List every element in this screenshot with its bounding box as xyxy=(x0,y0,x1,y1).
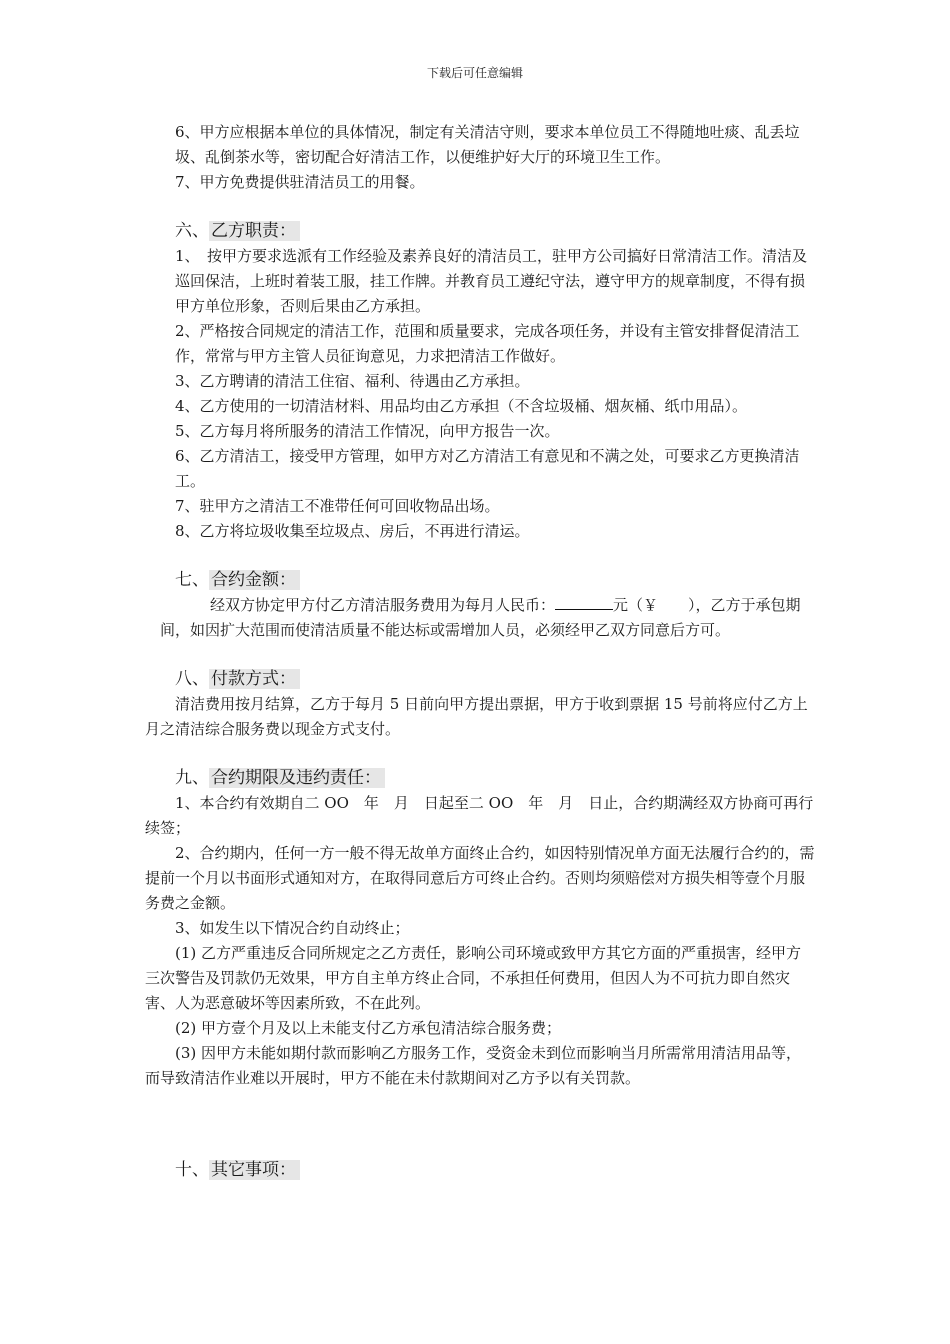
spacer xyxy=(145,1091,815,1147)
section-title: 其它事项： xyxy=(209,1160,300,1180)
section-title: 付款方式： xyxy=(209,669,300,689)
section-heading-9 xyxy=(145,765,815,791)
section-heading-6 xyxy=(145,218,815,244)
section-heading-10 xyxy=(145,1157,815,1183)
clause-6-3: 3、乙方聘请的清洁工住宿、福利、待遇由乙方承担。 xyxy=(175,372,530,390)
clause-5-6 xyxy=(145,120,815,170)
section-number: 六、 xyxy=(175,221,209,241)
section-title: 合约金额： xyxy=(209,570,300,590)
clause-6-7: 7、驻甲方之清洁工不准带任何可回收物品出场。 xyxy=(175,497,500,515)
clause-text: 6、甲方应根据本单位的具体情况，制定有关清洁守则，要求本单位员工不得随地吐痰、乱丢垃圾、乱倒茶水等，密切配合好清洁工作，以便维护好大厅的环境卫生工作。 xyxy=(175,123,800,166)
clause-9-3-1: (1) 乙方严重违反合同所规定之乙方责任，影响公司环境或致甲方其它方面的严重损害，经甲方三次警告及罚款仍无效果，甲方自主单方终止合同，不承担任何费用，但因人为不可抗力即自然灾害、人为恶意破坏等因素所致，不在此列。 xyxy=(145,944,802,1012)
section-title: 乙方职责： xyxy=(209,221,300,241)
section-number: 九、 xyxy=(175,768,209,788)
clause-9-3-3: (3) 因甲方未能如期付款而影响乙方服务工作，受资金未到位而影响当月所需常用清洁用品等，而导致清洁作业难以开展时，甲方不能在未付款期间对乙方予以有关罚款。 xyxy=(145,1044,802,1087)
clause-text: 7、甲方免费提供驻清洁员工的用餐。 xyxy=(175,173,425,191)
section-number: 十、 xyxy=(175,1160,209,1180)
section-6-items xyxy=(145,244,815,544)
document-body xyxy=(145,120,815,1183)
clause-6-2: 2、严格按合同规定的清洁工作，范围和质量要求，完成各项任务，并设有主管安排督促清洁工作，常常与甲方主管人员征询意见，力求把清洁工作做好。 xyxy=(175,322,800,365)
clause-6-8: 8、乙方将垃圾收集至垃圾点、房后，不再进行清运。 xyxy=(175,522,530,540)
clause-6-1: 1、 按甲方要求选派有工作经验及素养良好的清洁员工，驻甲方公司搞好日常清洁工作。清洁及巡回保洁，上班时着装工服，挂工作牌。并教育员工遵纪守法，遵守甲方的规章制度，不得有损甲方单位形象，否则后果由乙方承担。 xyxy=(175,247,808,315)
clause-5-7 xyxy=(145,170,815,195)
page-header-note: 下载后可任意编辑 xyxy=(426,66,523,80)
amount-text-before: 经双方协定甲方付乙方清洁服务费用为每月人民币： xyxy=(210,596,556,614)
contract-amount-paragraph xyxy=(145,593,815,643)
amount-blank-field xyxy=(555,593,613,610)
clause-6-5: 5、乙方每月将所服务的清洁工作情况，向甲方报告一次。 xyxy=(175,422,560,440)
section-heading-7 xyxy=(145,567,815,593)
clause-9-1: 1、本合约有效期自二 OO 年 月 日起至二 OO 年 月 日止，合约期满经双方协商可再行续签； xyxy=(145,794,814,837)
section-number: 八、 xyxy=(175,669,209,689)
clause-9-2: 2、合约期内，任何一方一般不得无故单方面终止合约，如因特别情况单方面无法履行合约的，需提前一个月以书面形式通知对方，在取得同意后方可终止合约。否则均须赔偿对方损失相等壹个月服务费之金额。 xyxy=(145,844,815,912)
clause-6-6: 6、乙方清洁工，接受甲方管理，如甲方对乙方清洁工有意见和不满之处，可要求乙方更换清洁工。 xyxy=(175,447,800,490)
payment-method-paragraph: 清洁费用按月结算，乙方于每月 5 日前向甲方提出票据，甲方于收到票据 15 号前将应付乙方上月之清洁综合服务费以现金方式支付。 xyxy=(145,695,808,738)
section-number: 七、 xyxy=(175,570,209,590)
section-heading-8 xyxy=(145,666,815,692)
clause-9-3: 3、如发生以下情况合约自动终止； xyxy=(175,919,410,937)
amount-text-after: 元（￥ ），乙方于承包期间，如因扩大范围而使清洁质量不能达标或需增加人员，必须经甲乙双方同意后方可。 xyxy=(160,596,801,639)
clause-6-4: 4、乙方使用的一切清洁材料、用品均由乙方承担（不含垃圾桶、烟灰桶、纸巾用品）。 xyxy=(175,397,748,415)
section-title: 合约期限及违约责任： xyxy=(209,768,385,788)
clause-9-3-2: (2) 甲方壹个月及以上未能支付乙方承包清洁综合服务费； xyxy=(175,1019,562,1037)
